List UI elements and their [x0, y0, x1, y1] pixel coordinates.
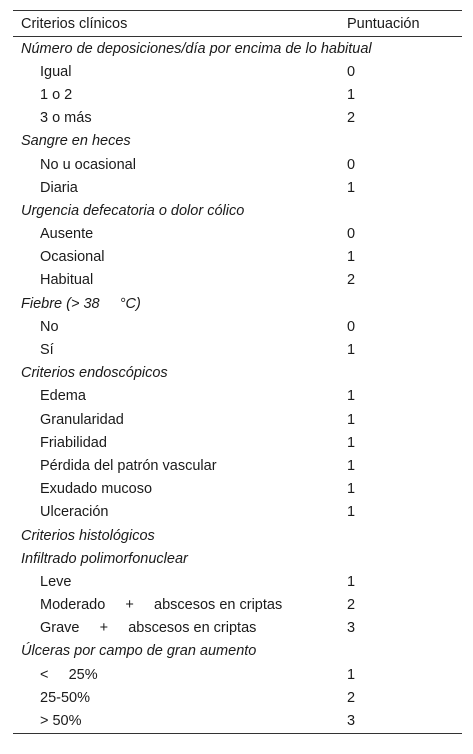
- score-value: 0: [347, 63, 356, 80]
- criterion-label: 1 o 2: [40, 86, 73, 103]
- criterion-label: Diaria: [40, 179, 78, 196]
- score-value: 3: [347, 713, 356, 730]
- table-row: [13, 454, 462, 477]
- section-row: [13, 362, 462, 385]
- score-value: 3: [347, 620, 356, 637]
- section-row: [13, 524, 462, 547]
- criterion-label: Friabilidad: [40, 434, 107, 451]
- score-value: 1: [347, 481, 356, 498]
- score-value: 1: [347, 342, 356, 359]
- criterion-label: > 50%: [40, 713, 82, 730]
- score-value: 2: [347, 110, 356, 127]
- table-row: [13, 269, 462, 292]
- table-row: [13, 594, 462, 617]
- section-label: Infiltrado polimorfonuclear: [21, 550, 188, 567]
- score-value: 2: [347, 272, 356, 289]
- table-row: [13, 617, 462, 640]
- section-label: Criterios histológicos: [21, 527, 155, 544]
- criterion-label: Sí: [40, 342, 54, 359]
- table-body: [13, 37, 462, 733]
- score-value: 1: [347, 573, 356, 590]
- header-score: Puntuación: [347, 15, 420, 32]
- section-row: [13, 640, 462, 663]
- score-value: 1: [347, 388, 356, 405]
- score-value: 1: [347, 86, 356, 103]
- score-table: [13, 10, 462, 734]
- criterion-label: 3 o más: [40, 110, 92, 127]
- table-row: [13, 153, 462, 176]
- criterion-label: < 25%: [40, 666, 98, 683]
- table-row: [13, 385, 462, 408]
- table-row: [13, 408, 462, 431]
- score-value: 1: [347, 457, 356, 474]
- criterion-label: Habitual: [40, 272, 94, 289]
- score-value: 0: [347, 318, 356, 335]
- table-row: [13, 246, 462, 269]
- section-label: Número de deposiciones/día por encima de lo habitual: [21, 40, 372, 57]
- criterion-label: Moderado + abscesos en criptas: [40, 597, 283, 614]
- criterion-label: Pérdida del patrón vascular: [40, 457, 217, 474]
- criterion-label: 25-50%: [40, 689, 90, 706]
- criterion-label: Edema: [40, 388, 86, 405]
- score-value: 1: [347, 249, 356, 266]
- table-row: [13, 570, 462, 593]
- score-value: 2: [347, 689, 356, 706]
- table-row: [13, 431, 462, 454]
- score-value: 1: [347, 434, 356, 451]
- section-row: [13, 130, 462, 153]
- criterion-label: No: [40, 318, 59, 335]
- criterion-label: No u ocasional: [40, 156, 136, 173]
- table-row: [13, 107, 462, 130]
- criterion-label: Ausente: [40, 226, 94, 243]
- score-value: 1: [347, 504, 356, 521]
- table-row: [13, 315, 462, 338]
- score-value: 2: [347, 597, 356, 614]
- table-row: [13, 338, 462, 361]
- table-row: [13, 176, 462, 199]
- score-value: 0: [347, 156, 356, 173]
- section-label: Fiebre (> 38 °C): [21, 295, 141, 312]
- section-label: Úlceras por campo de gran aumento: [21, 643, 257, 660]
- criterion-label: Ulceración: [40, 504, 109, 521]
- criterion-label: Exudado mucoso: [40, 481, 153, 498]
- score-value: 0: [347, 226, 356, 243]
- table-row: [13, 60, 462, 83]
- section-row: [13, 199, 462, 222]
- criterion-label: Ocasional: [40, 249, 105, 266]
- score-value: 1: [347, 411, 356, 428]
- section-row: [13, 547, 462, 570]
- table-row: [13, 223, 462, 246]
- table-row: [13, 709, 462, 732]
- table-row: [13, 686, 462, 709]
- section-label: Criterios endoscópicos: [21, 365, 168, 382]
- table-row: [13, 478, 462, 501]
- table-row: [13, 663, 462, 686]
- table-row: [13, 501, 462, 524]
- table-header: [13, 11, 462, 37]
- section-row: [13, 292, 462, 315]
- section-label: Sangre en heces: [21, 133, 131, 150]
- criterion-label: Igual: [40, 63, 72, 80]
- criterion-label: Leve: [40, 573, 72, 590]
- section-row: [13, 37, 462, 60]
- header-criteria: Criterios clínicos: [21, 15, 128, 32]
- score-value: 1: [347, 179, 356, 196]
- criterion-label: Grave + abscesos en criptas: [40, 620, 257, 637]
- score-value: 1: [347, 666, 356, 683]
- table-row: [13, 83, 462, 106]
- criterion-label: Granularidad: [40, 411, 124, 428]
- section-label: Urgencia defecatoria o dolor cólico: [21, 202, 245, 219]
